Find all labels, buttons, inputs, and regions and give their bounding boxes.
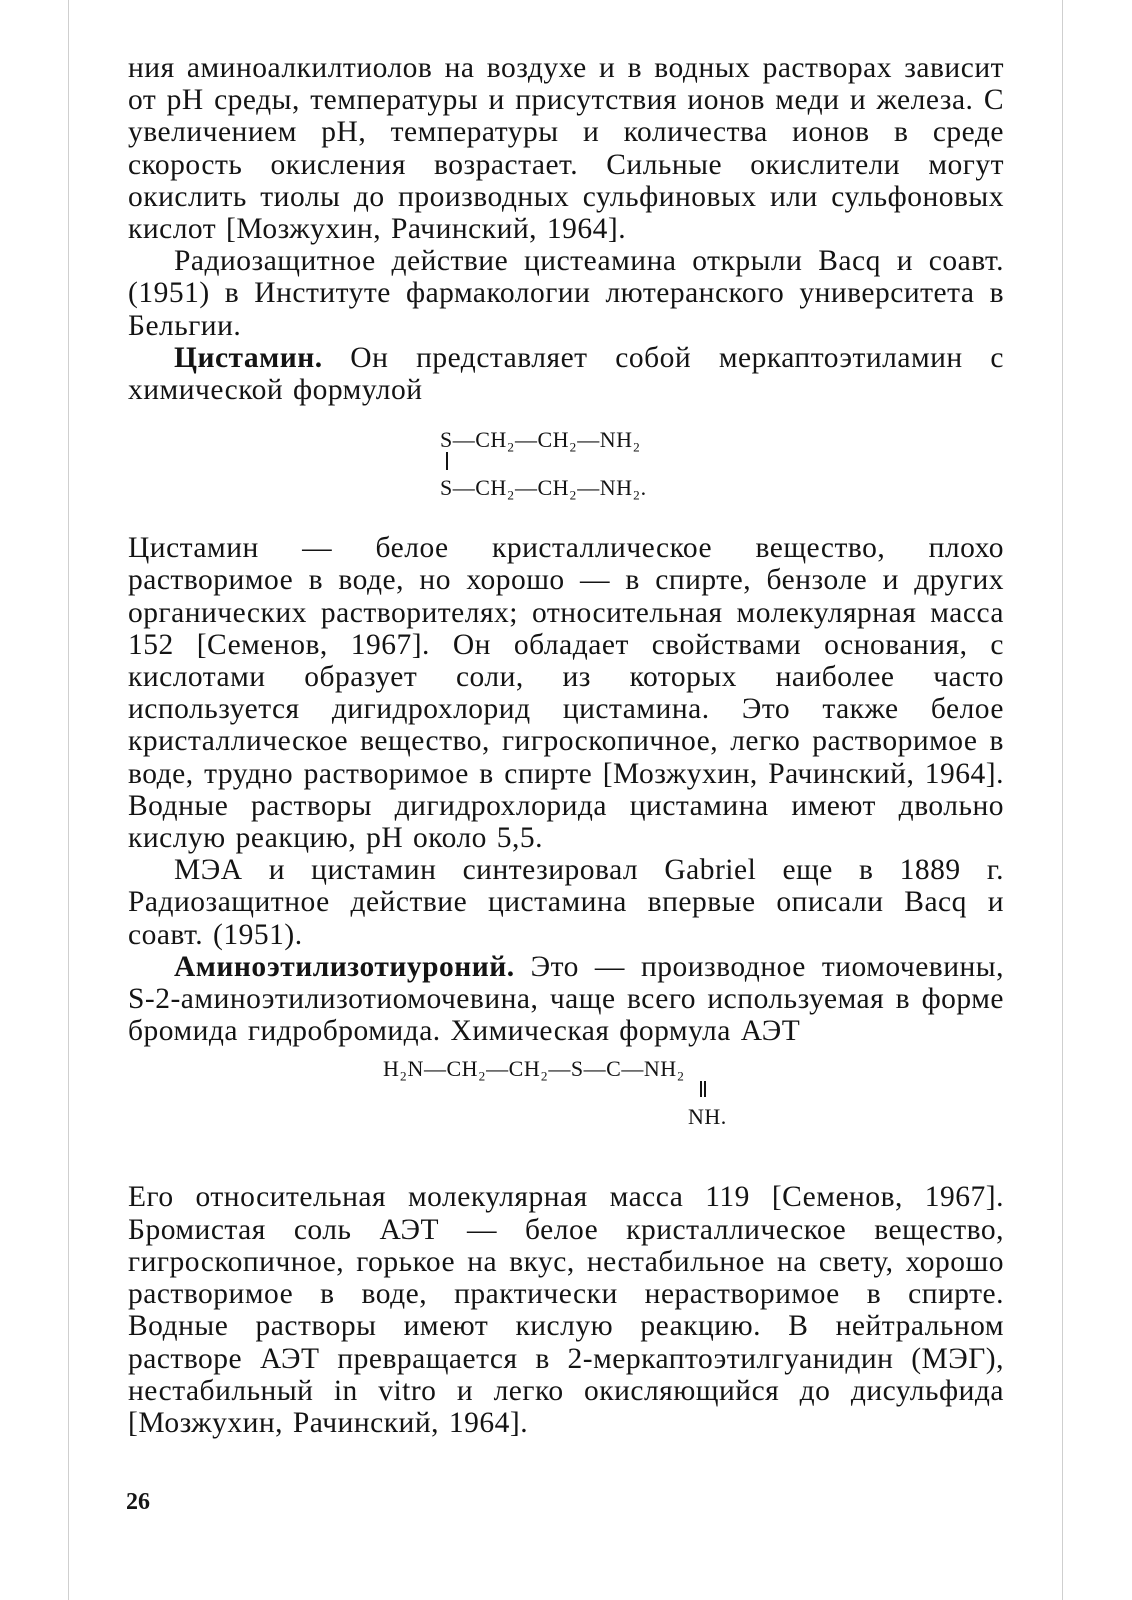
page-right-edge [1062, 0, 1063, 1600]
heading-aet: Аминоэтилизотиуроний. [174, 950, 515, 983]
formula-aet [128, 1051, 1004, 1173]
page-body [128, 52, 1004, 1439]
paragraph-aet-text: Это — производное тиомочевины, S-2-аминоэтилизотиомочевина, чаще всего используемая в форме бромида гидробромида. Химическая формула АЭТ [128, 950, 1004, 1048]
paragraph-cystamine-text: Он представляет собой меркаптоэтиламин с химической формулой [128, 341, 1004, 407]
formula-aet-line-1: H₂N—CH₂—CH₂—S—C—NH₂ [383, 1056, 685, 1082]
page-left-edge [68, 0, 69, 1600]
paragraph-aet [128, 951, 1004, 1048]
paragraph-1: ния аминоалкилтиолов на воздухе и в водных растворах зависит от pH среды, температуры и присутствия ионов меди и железа. С увеличением pH, температуры и количества ионов в среде скорость окисления возрастает. Сильные окислители могут окислить тиолы до производных сульфиновых или сульфоновых кислот [Мозжухин, Рачинский, 1964]. [128, 52, 1004, 246]
formula-aet-double-bond-b [704, 1081, 706, 1097]
formula-aet-line-2: NH. [688, 1104, 727, 1130]
formula-cystamine [128, 414, 1004, 524]
page-number: 26 [126, 1489, 150, 1515]
paragraph-cystamine [128, 342, 1004, 406]
formula-cystamine-line-2: S—CH₂—CH₂—NH₂. [440, 475, 647, 501]
formula-cystamine-line-1: S—CH₂—CH₂—NH₂ [440, 427, 641, 453]
heading-cystamine: Цистамин. [174, 341, 323, 374]
paragraph-2: Радиозащитное действие цистеамина открыли Bacq и соавт. (1951) в Институте фармакологии лютеранского университета в Бельгии. [128, 245, 1004, 342]
formula-aet-double-bond-a [700, 1081, 702, 1097]
paragraph-cystamine-properties: Цистамин — белое кристаллическое вещество, плохо растворимое в воде, но хорошо — в спирте, бензоле и других органических растворителях; относительная молекулярная масса 152 [Семенов, 1967]. Он обладает свойствами основания, с кислотами образует соли, из которых наиболее часто используется дигидрохлорид цистамина. Это также белое кристаллическое вещество, гигроскопичное, легко растворимое в воде, трудно растворимое в спирте [Мозжухин, Рачинский, 1964]. Водные растворы дигидрохлорида цистамина имеют двольно кислую реакцию, pH около 5,5. [128, 532, 1004, 855]
paragraph-mea-synthesis: МЭА и цистамин синтезировал Gabriel еще в 1889 г. Радиозащитное действие цистамина впервые описали Bacq и соавт. (1951). [128, 854, 1004, 951]
formula-cystamine-bond [446, 452, 448, 470]
paragraph-aet-properties: Его относительная молекулярная масса 119 [Семенов, 1967]. Бромистая соль АЭТ — белое кристаллическое вещество, гигроскопичное, горькое на вкус, нестабильное на свету, хорошо растворимое в воде, практически нерастворимое в спирте. Водные растворы имеют кислую реакцию. В нейтральном растворе АЭТ превращается в 2-меркаптоэтилгуанидин (МЭГ), нестабильный in vitro и легко окисляющийся до дисульфида [Мозжухин, Рачинский, 1964]. [128, 1181, 1004, 1439]
